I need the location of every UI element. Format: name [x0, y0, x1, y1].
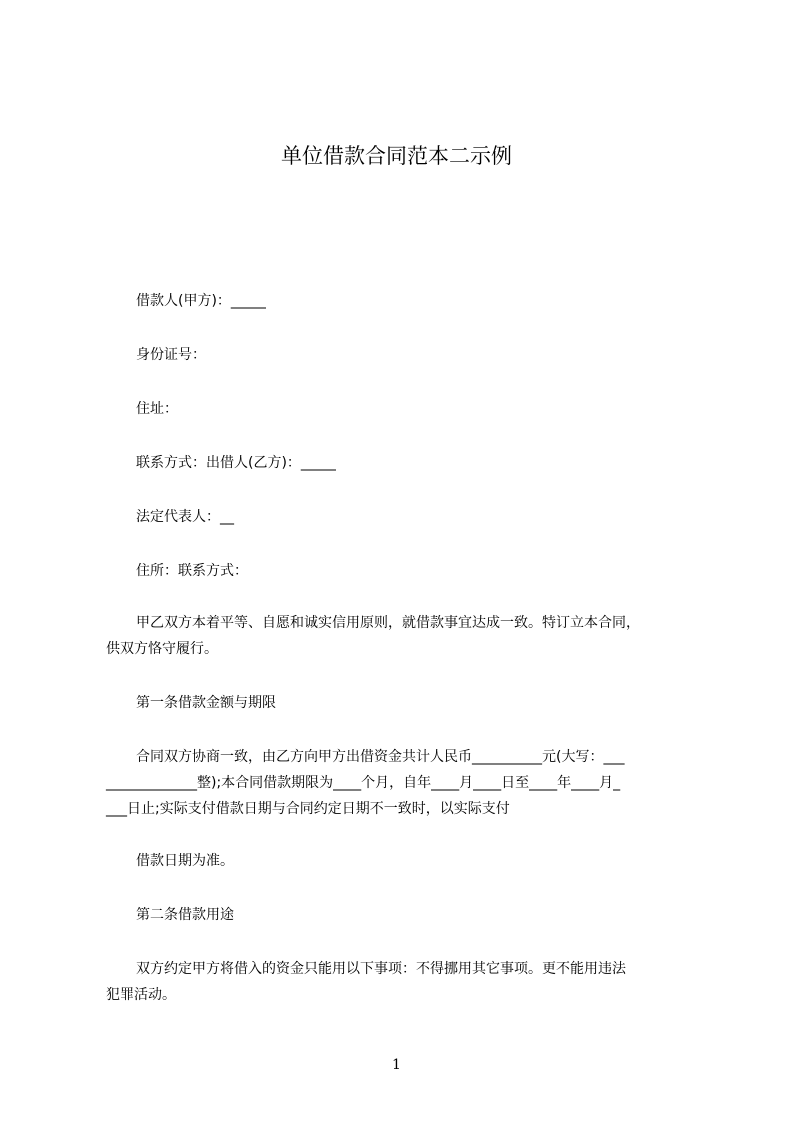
- id-number-field: 身份证号：: [136, 347, 206, 363]
- contact-lender-field: 联系方式：出借人(乙方)：_____: [136, 455, 336, 471]
- address-field: 住址：: [136, 401, 178, 417]
- residence-contact-field: 住所：联系方式：: [136, 563, 248, 579]
- article-1-line-2: _____________整);本合同借款期限为____个月，自年____月____日至____年____月_: [106, 775, 621, 791]
- article-2-line-1: 双方约定甲方将借入的资金只能用以下事项：不得挪用其它事项。更不能用违法: [136, 961, 626, 977]
- article-2-heading: 第二条借款用途: [136, 907, 234, 923]
- article-1-line-4: 借款日期为准。: [136, 853, 234, 869]
- article-1-heading: 第一条借款金额与期限: [136, 695, 276, 711]
- legal-rep-field: 法定代表人：__: [136, 509, 234, 525]
- article-2-line-2: 犯罪活动。: [106, 987, 176, 1003]
- page-number: 1: [392, 1057, 401, 1073]
- article-1-line-3: ___日止;实际支付借款日期与合同约定日期不一致时，以实际支付: [106, 801, 510, 817]
- intro-paragraph-line-1: 甲乙双方本着平等、自愿和诚实信用原则，就借款事宜达成一致。特订立本合同，: [136, 615, 640, 631]
- document-title: 单位借款合同范本二示例: [281, 144, 512, 168]
- intro-paragraph-line-2: 供双方恪守履行。: [106, 641, 218, 657]
- borrower-field: 借款人(甲方)：_____: [136, 293, 266, 309]
- article-1-line-1: 合同双方协商一致，由乙方向甲方出借资金共计人民币__________元(大写：___: [136, 749, 625, 765]
